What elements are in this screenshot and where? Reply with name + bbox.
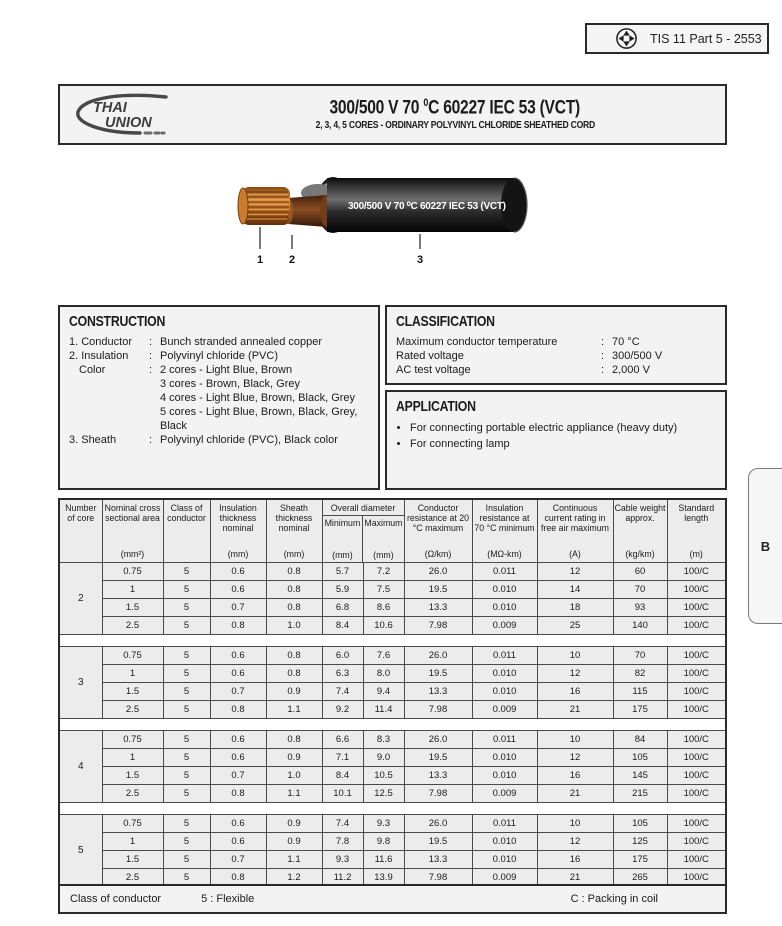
table-cell: 1.0 xyxy=(266,617,322,635)
table-cell: 93 xyxy=(613,599,667,617)
table-cell: 21 xyxy=(537,869,613,887)
table-cell: 5 xyxy=(163,869,210,887)
table-cell: 19.5 xyxy=(404,581,472,599)
table-row xyxy=(59,683,726,701)
table-cell: 0.011 xyxy=(472,815,537,833)
table-cell: 21 xyxy=(537,785,613,803)
table-cell: 10 xyxy=(537,815,613,833)
col-conductor-resistance: Conductor resistance at 20 °C maximum (Ω/km) xyxy=(404,499,472,563)
table-cell: 13.9 xyxy=(363,869,404,887)
table-cell: 175 xyxy=(613,851,667,869)
table-cell: 0.8 xyxy=(266,647,322,665)
table-cell: 5 xyxy=(163,731,210,749)
table-cell: 1 xyxy=(102,665,163,683)
table-cell: 5 xyxy=(163,683,210,701)
table-cell: 0.8 xyxy=(210,701,266,719)
table-cell: 16 xyxy=(537,683,613,701)
footer-note xyxy=(58,884,727,914)
table-cell: 9.8 xyxy=(363,833,404,851)
col-class-of-conductor: Class of conductor xyxy=(163,499,210,563)
table-cell: 7.2 xyxy=(363,563,404,581)
table-cell: 10.5 xyxy=(363,767,404,785)
table-cell: 0.011 xyxy=(472,563,537,581)
cable-illustration xyxy=(230,168,545,270)
table-cell: 11.6 xyxy=(363,851,404,869)
table-cell: 84 xyxy=(613,731,667,749)
table-cell: 0.6 xyxy=(210,581,266,599)
class-of-conductor-label: Class of conductor xyxy=(70,893,162,905)
table-cell: 100/C xyxy=(667,785,726,803)
table-cell: 0.6 xyxy=(210,749,266,767)
table-row xyxy=(59,701,726,719)
col-diameter-maximum: Maximum (mm) xyxy=(364,518,403,560)
table-cell: 5 xyxy=(163,833,210,851)
table-cell: 0.8 xyxy=(266,581,322,599)
table-cell: 5 xyxy=(163,581,210,599)
table-cell: 100/C xyxy=(667,701,726,719)
table-row xyxy=(59,617,726,635)
separator-cell xyxy=(59,803,726,815)
separator-cell xyxy=(59,719,726,731)
table-cell: 70 xyxy=(613,647,667,665)
construction-row-color-4core: 4 cores - Light Blue, Brown, Black, Grey xyxy=(160,392,356,404)
table-cell: 18 xyxy=(537,599,613,617)
table-cell: 7.4 xyxy=(322,815,363,833)
table-cell: 26.0 xyxy=(404,815,472,833)
table-cell: 0.8 xyxy=(210,617,266,635)
table-cell: 11.2 xyxy=(322,869,363,887)
table-cell: 1 xyxy=(102,833,163,851)
packing-note: C : Packing in coil xyxy=(570,893,658,905)
table-row xyxy=(59,851,726,869)
table-cell: 5 xyxy=(163,599,210,617)
flexible-note: 5 : Flexible xyxy=(201,893,255,905)
table-cell: 0.009 xyxy=(472,869,537,887)
table-row xyxy=(59,749,726,767)
table-cell: 26.0 xyxy=(404,563,472,581)
table-cell: 7.5 xyxy=(363,581,404,599)
copper-strands xyxy=(238,187,290,225)
col-standard-length: Standard length (m) xyxy=(667,499,726,563)
table-cell: 5 xyxy=(163,749,210,767)
table-cell: 5.7 xyxy=(322,563,363,581)
table-cell: 9.3 xyxy=(322,851,363,869)
table-cell: 12 xyxy=(537,665,613,683)
table-row xyxy=(59,581,726,599)
construction-row-color: Color : 2 cores - Light Blue, Brown xyxy=(79,364,293,376)
logo-text-thai: THAI xyxy=(93,100,127,116)
application-section xyxy=(385,390,727,490)
table-cell: 0.75 xyxy=(102,563,163,581)
table-cell: 1.5 xyxy=(102,683,163,701)
table-cell: 1.5 xyxy=(102,851,163,869)
table-cell: 100/C xyxy=(667,749,726,767)
table-cell: 0.75 xyxy=(102,647,163,665)
table-cell: 100/C xyxy=(667,851,726,869)
table-cell: 19.5 xyxy=(404,665,472,683)
tis-standard-badge xyxy=(585,23,769,54)
table-cell: 5 xyxy=(163,563,210,581)
table-cell: 5 xyxy=(163,647,210,665)
table-cell: 0.9 xyxy=(266,815,322,833)
spec-table xyxy=(58,498,727,888)
table-cell: 10.6 xyxy=(363,617,404,635)
table-cell: 82 xyxy=(613,665,667,683)
group-separator xyxy=(59,719,726,731)
table-cell: 0.009 xyxy=(472,617,537,635)
separator-cell xyxy=(59,635,726,647)
table-cell: 14 xyxy=(537,581,613,599)
table-cell: 0.7 xyxy=(210,599,266,617)
table-cell: 26.0 xyxy=(404,731,472,749)
table-cell: 60 xyxy=(613,563,667,581)
table-cell: 105 xyxy=(613,749,667,767)
table-cell: 0.010 xyxy=(472,851,537,869)
table-row xyxy=(59,563,726,581)
table-cell: 0.9 xyxy=(266,833,322,851)
table-cell: 0.010 xyxy=(472,665,537,683)
table-cell: 265 xyxy=(613,869,667,887)
table-cell: 13.3 xyxy=(404,599,472,617)
table-cell: 10 xyxy=(537,731,613,749)
table-cell: 7.98 xyxy=(404,617,472,635)
table-cell: 12 xyxy=(537,563,613,581)
callout-2-insulation: 2 xyxy=(288,254,296,266)
table-cell: 100/C xyxy=(667,581,726,599)
table-cell: 8.4 xyxy=(322,767,363,785)
table-cell: 1 xyxy=(102,749,163,767)
table-cell: 7.98 xyxy=(404,701,472,719)
table-cell: 8.6 xyxy=(363,599,404,617)
classification-row-temperature: Maximum conductor temperature : 70 °C xyxy=(396,336,640,348)
table-cell: 140 xyxy=(613,617,667,635)
table-cell: 100/C xyxy=(667,767,726,785)
table-cell: 0.7 xyxy=(210,683,266,701)
table-cell: 100/C xyxy=(667,617,726,635)
table-cell: 1.1 xyxy=(266,785,322,803)
table-cell: 1 xyxy=(102,581,163,599)
table-cell: 5 xyxy=(163,767,210,785)
table-cell: 12 xyxy=(537,833,613,851)
table-cell: 8.4 xyxy=(322,617,363,635)
table-cell: 0.009 xyxy=(472,785,537,803)
application-item: • For connecting lamp xyxy=(410,436,716,452)
table-cell: 115 xyxy=(613,683,667,701)
table-cell: 0.8 xyxy=(266,563,322,581)
table-cell: 100/C xyxy=(667,815,726,833)
table-cell: 100/C xyxy=(667,869,726,887)
table-cell: 0.011 xyxy=(472,647,537,665)
table-cell: 1.2 xyxy=(266,869,322,887)
table-cell: 0.6 xyxy=(210,647,266,665)
construction-row-insulation: 2. Insulation : Polyvinyl chloride (PVC) xyxy=(69,350,278,362)
table-cell: 7.6 xyxy=(363,647,404,665)
table-header-row xyxy=(59,499,726,563)
table-cell: 5.9 xyxy=(322,581,363,599)
table-cell: 26.0 xyxy=(404,647,472,665)
table-cell: 100/C xyxy=(667,731,726,749)
table-cell: 6.3 xyxy=(322,665,363,683)
table-cell: 12 xyxy=(537,749,613,767)
table-cell: 0.6 xyxy=(210,563,266,581)
table-cell: 0.010 xyxy=(472,767,537,785)
table-cell: 0.9 xyxy=(266,683,322,701)
table-cell: 0.7 xyxy=(210,767,266,785)
table-cell: 0.6 xyxy=(210,665,266,683)
classification-section xyxy=(385,305,727,385)
col-number-of-core: Number of core xyxy=(59,499,102,563)
table-row xyxy=(59,731,726,749)
table-row xyxy=(59,599,726,617)
table-cell: 0.6 xyxy=(210,731,266,749)
col-sheath-thickness: Sheath thickness nominal (mm) xyxy=(266,499,322,563)
table-cell: 0.8 xyxy=(266,599,322,617)
table-cell: 19.5 xyxy=(404,749,472,767)
col-current-rating: Continuous current rating in free air maximum (A) xyxy=(537,499,613,563)
table-cell: 19.5 xyxy=(404,833,472,851)
application-list xyxy=(410,420,716,452)
side-tab-b xyxy=(748,468,782,624)
table-cell: 7.98 xyxy=(404,869,472,887)
table-cell: 0.7 xyxy=(210,851,266,869)
table-cell: 5 xyxy=(163,815,210,833)
table-cell: 8.3 xyxy=(363,731,404,749)
table-cell: 0.75 xyxy=(102,731,163,749)
cable-print-text: 300/500 V 70 ⁰C 60227 IEC 53 (VCT) xyxy=(348,201,506,212)
table-cell: 1.1 xyxy=(266,851,322,869)
page-subtitle: 2, 3, 4, 5 CORES - ORDINARY POLYVINYL CHLORIDE SHEATHED CORD xyxy=(315,119,595,132)
table-cell: 7.4 xyxy=(322,683,363,701)
table-cell: 12.5 xyxy=(363,785,404,803)
table-cell: 25 xyxy=(537,617,613,635)
table-cell: 0.010 xyxy=(472,749,537,767)
core-count-cell: 3 xyxy=(59,647,102,719)
table-cell: 125 xyxy=(613,833,667,851)
classification-row-rated-voltage: Rated voltage : 300/500 V xyxy=(396,350,663,362)
insulated-core xyxy=(283,195,334,227)
tis-badge-label: TIS 11 Part 5 - 2553 xyxy=(650,31,762,46)
table-cell: 6.8 xyxy=(322,599,363,617)
table-cell: 5 xyxy=(163,785,210,803)
table-cell: 0.8 xyxy=(210,785,266,803)
construction-heading: CONSTRUCTION xyxy=(69,313,166,330)
table-cell: 2.5 xyxy=(102,785,163,803)
table-cell: 9.0 xyxy=(363,749,404,767)
table-cell: 9.4 xyxy=(363,683,404,701)
table-cell: 16 xyxy=(537,767,613,785)
table-cell: 0.009 xyxy=(472,701,537,719)
construction-row-conductor: 1. Conductor : Bunch stranded annealed copper xyxy=(69,336,323,348)
col-cable-weight: Cable weight approx. (kg/km) xyxy=(613,499,667,563)
table-cell: 0.8 xyxy=(266,731,322,749)
thai-union-logo xyxy=(66,90,196,140)
table-cell: 0.010 xyxy=(472,683,537,701)
col-overall-diameter: Overall diameter Minimum (mm) Maximum (mm) xyxy=(322,499,404,563)
construction-section xyxy=(58,305,380,490)
table-cell: 9.2 xyxy=(322,701,363,719)
table-cell: 100/C xyxy=(667,647,726,665)
logo-text-union: UNION xyxy=(105,115,152,131)
table-cell: 10 xyxy=(537,647,613,665)
table-row xyxy=(59,767,726,785)
table-cell: 0.6 xyxy=(210,833,266,851)
table-cell: 100/C xyxy=(667,599,726,617)
table-cell: 9.3 xyxy=(363,815,404,833)
core-count-cell: 2 xyxy=(59,563,102,635)
table-cell: 0.011 xyxy=(472,731,537,749)
table-cell: 13.3 xyxy=(404,683,472,701)
table-cell: 0.010 xyxy=(472,599,537,617)
spec-table-body xyxy=(59,563,726,887)
group-separator xyxy=(59,635,726,647)
table-cell: 0.010 xyxy=(472,833,537,851)
table-cell: 2.5 xyxy=(102,701,163,719)
table-row xyxy=(59,647,726,665)
callout-3-sheath: 3 xyxy=(416,254,424,266)
table-cell: 21 xyxy=(537,701,613,719)
table-cell: 145 xyxy=(613,767,667,785)
table-cell: 0.9 xyxy=(266,749,322,767)
callout-1-conductor: 1 xyxy=(256,254,264,266)
table-cell: 0.6 xyxy=(210,815,266,833)
table-cell: 11.4 xyxy=(363,701,404,719)
table-cell: 5 xyxy=(163,851,210,869)
table-cell: 1.5 xyxy=(102,599,163,617)
table-cell: 0.8 xyxy=(266,665,322,683)
table-cell: 6.0 xyxy=(322,647,363,665)
table-cell: 10.1 xyxy=(322,785,363,803)
construction-row-color-5core: 5 cores - Light Blue, Brown, Black, Grey, Black xyxy=(160,406,358,432)
table-cell: 175 xyxy=(613,701,667,719)
table-cell: 100/C xyxy=(667,563,726,581)
table-cell: 7.8 xyxy=(322,833,363,851)
core-count-cell: 4 xyxy=(59,731,102,803)
table-cell: 1.1 xyxy=(266,701,322,719)
table-cell: 5 xyxy=(163,617,210,635)
tis-certification-mark-icon xyxy=(615,27,638,50)
table-cell: 0.010 xyxy=(472,581,537,599)
page-title: 300/500 V 70 $^0$C 60227 IEC 53 (VCT) xyxy=(329,97,581,119)
table-cell: 100/C xyxy=(667,833,726,851)
core-count-cell: 5 xyxy=(59,815,102,887)
table-cell: 100/C xyxy=(667,665,726,683)
table-cell: 100/C xyxy=(667,683,726,701)
side-tab-label: B xyxy=(760,538,771,554)
document-header xyxy=(58,84,727,145)
col-diameter-minimum: Minimum (mm) xyxy=(323,516,364,562)
table-cell: 70 xyxy=(613,581,667,599)
table-cell: 6.6 xyxy=(322,731,363,749)
table-cell: 13.3 xyxy=(404,767,472,785)
group-separator xyxy=(59,803,726,815)
table-cell: 2.5 xyxy=(102,869,163,887)
table-cell: 2.5 xyxy=(102,617,163,635)
table-row xyxy=(59,665,726,683)
col-cross-sectional-area: Nominal cross sectional area (mm²) xyxy=(102,499,163,563)
table-cell: 215 xyxy=(613,785,667,803)
table-cell: 0.75 xyxy=(102,815,163,833)
table-cell: 1.0 xyxy=(266,767,322,785)
classification-heading: CLASSIFICATION xyxy=(396,313,495,330)
application-heading: APPLICATION xyxy=(396,398,476,415)
table-row xyxy=(59,833,726,851)
table-row xyxy=(59,785,726,803)
table-cell: 1.5 xyxy=(102,767,163,785)
table-cell: 105 xyxy=(613,815,667,833)
table-cell: 0.8 xyxy=(210,869,266,887)
table-cell: 7.1 xyxy=(322,749,363,767)
construction-row-color-3core: 3 cores - Brown, Black, Grey xyxy=(160,378,300,390)
col-insulation-thickness: Insulation thickness nominal (mm) xyxy=(210,499,266,563)
construction-row-sheath: 3. Sheath : Polyvinyl chloride (PVC), Black color xyxy=(69,434,338,446)
table-cell: 5 xyxy=(163,665,210,683)
table-cell: 8.0 xyxy=(363,665,404,683)
table-cell: 16 xyxy=(537,851,613,869)
classification-row-ac-test-voltage: AC test voltage : 2,000 V xyxy=(396,364,650,376)
table-row xyxy=(59,815,726,833)
table-cell: 5 xyxy=(163,701,210,719)
application-item: • For connecting portable electric appliance (heavy duty) xyxy=(410,420,716,436)
table-cell: 7.98 xyxy=(404,785,472,803)
col-insulation-resistance: Insulation resistance at 70 °C minimum (MΩ-km) xyxy=(472,499,537,563)
table-cell: 13.3 xyxy=(404,851,472,869)
